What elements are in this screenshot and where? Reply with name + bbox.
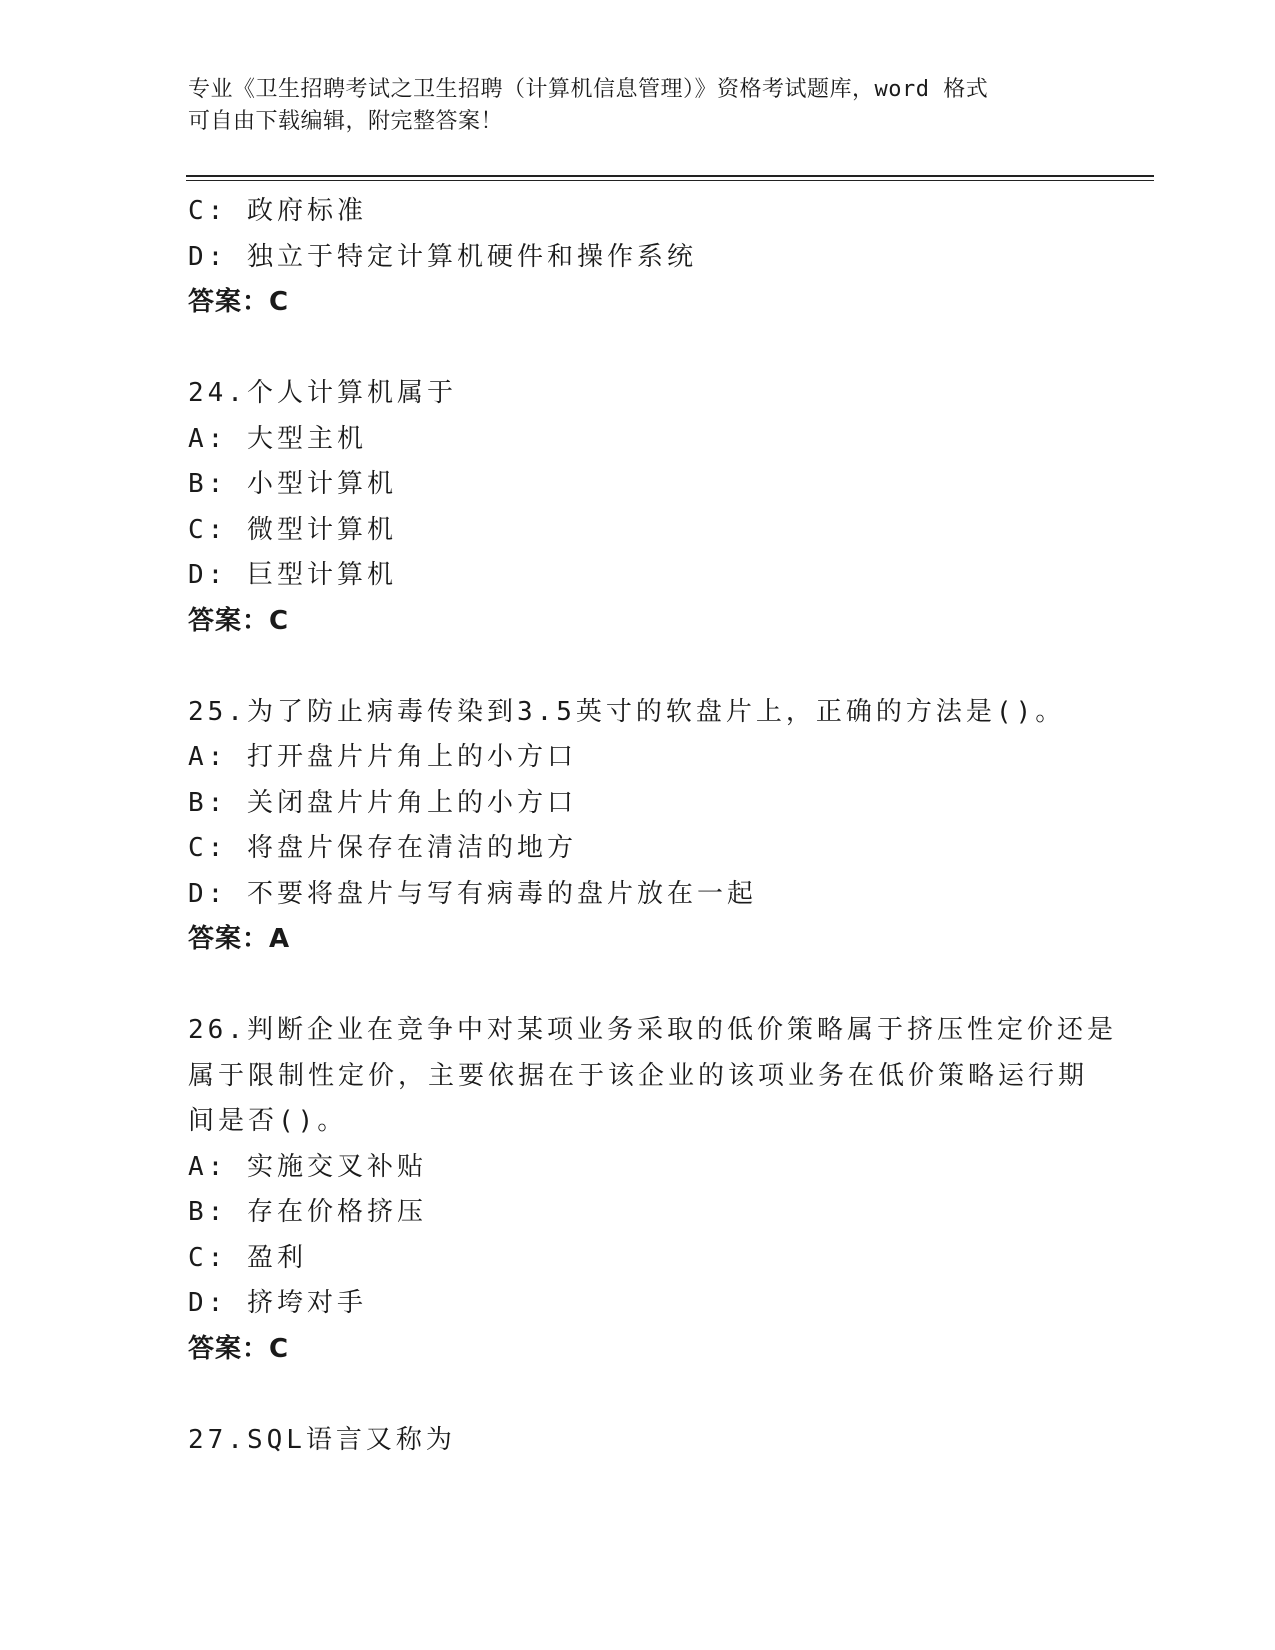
spacer bbox=[188, 963, 1088, 1009]
question-25 bbox=[188, 690, 1088, 963]
header-line-1: 专业《卫生招聘考试之卫生招聘（计算机信息管理）》资格考试题库，word 格式 bbox=[188, 77, 989, 102]
header-divider-thick bbox=[186, 175, 1154, 177]
option-b: B: 小型计算机 bbox=[188, 469, 397, 499]
option-b: B: 关闭盘片片角上的小方口 bbox=[188, 787, 577, 818]
option-d: D: 挤垮对手 bbox=[188, 1288, 367, 1318]
question-stem-line-1: 26.判断企业在竞争中对某项业务采取的低价策略属于挤压性定价还是 bbox=[188, 1015, 1117, 1045]
option-c: C: 将盘片保存在清洁的地方 bbox=[188, 833, 577, 863]
header-divider-thin bbox=[186, 180, 1154, 181]
option-c: C: 盈利 bbox=[188, 1242, 307, 1273]
option-d: D: 不要将盘片与写有病毒的盘片放在一起 bbox=[188, 878, 757, 909]
question-stem: 27.SQL语言又称为 bbox=[188, 1424, 456, 1455]
option-d: D: 巨型计算机 bbox=[188, 560, 397, 590]
option-a: A: 实施交叉补贴 bbox=[188, 1151, 427, 1182]
answer-line: 答案：A bbox=[188, 924, 291, 954]
question-stem: 25.为了防止病毒传染到3.5英寸的软盘片上，正确的方法是()。 bbox=[188, 696, 1066, 727]
option-d: D: 独立于特定计算机硬件和操作系统 bbox=[188, 241, 697, 272]
header-line-2: 可自由下载编辑，附完整答案！ bbox=[188, 109, 504, 134]
question-list bbox=[188, 189, 1117, 1463]
option-a: A: 打开盘片片角上的小方口 bbox=[188, 742, 577, 772]
option-a: A: 大型主机 bbox=[188, 423, 367, 454]
answer-line: 答案：C bbox=[188, 1333, 290, 1364]
question-stem-line-3: 间是否()。 bbox=[188, 1106, 348, 1136]
answer-line: 答案：C bbox=[188, 605, 290, 636]
question-26 bbox=[188, 1008, 1117, 1372]
spacer bbox=[188, 326, 1088, 372]
option-c: C: 政府标准 bbox=[188, 196, 367, 226]
question-stem: 24.个人计算机属于 bbox=[188, 378, 457, 408]
prev-question-block bbox=[188, 189, 1088, 326]
document-header bbox=[188, 74, 1068, 138]
option-b: B: 存在价格挤压 bbox=[188, 1197, 427, 1227]
question-24 bbox=[188, 371, 1088, 644]
spacer bbox=[188, 1372, 1088, 1418]
question-stem-line-2: 属于限制性定价，主要依据在于该企业的该项业务在低价策略运行期 bbox=[188, 1060, 1089, 1091]
spacer bbox=[188, 644, 1088, 690]
question-27 bbox=[188, 1418, 1088, 1464]
answer-line: 答案：C bbox=[188, 287, 290, 317]
option-c: C: 微型计算机 bbox=[188, 514, 397, 545]
